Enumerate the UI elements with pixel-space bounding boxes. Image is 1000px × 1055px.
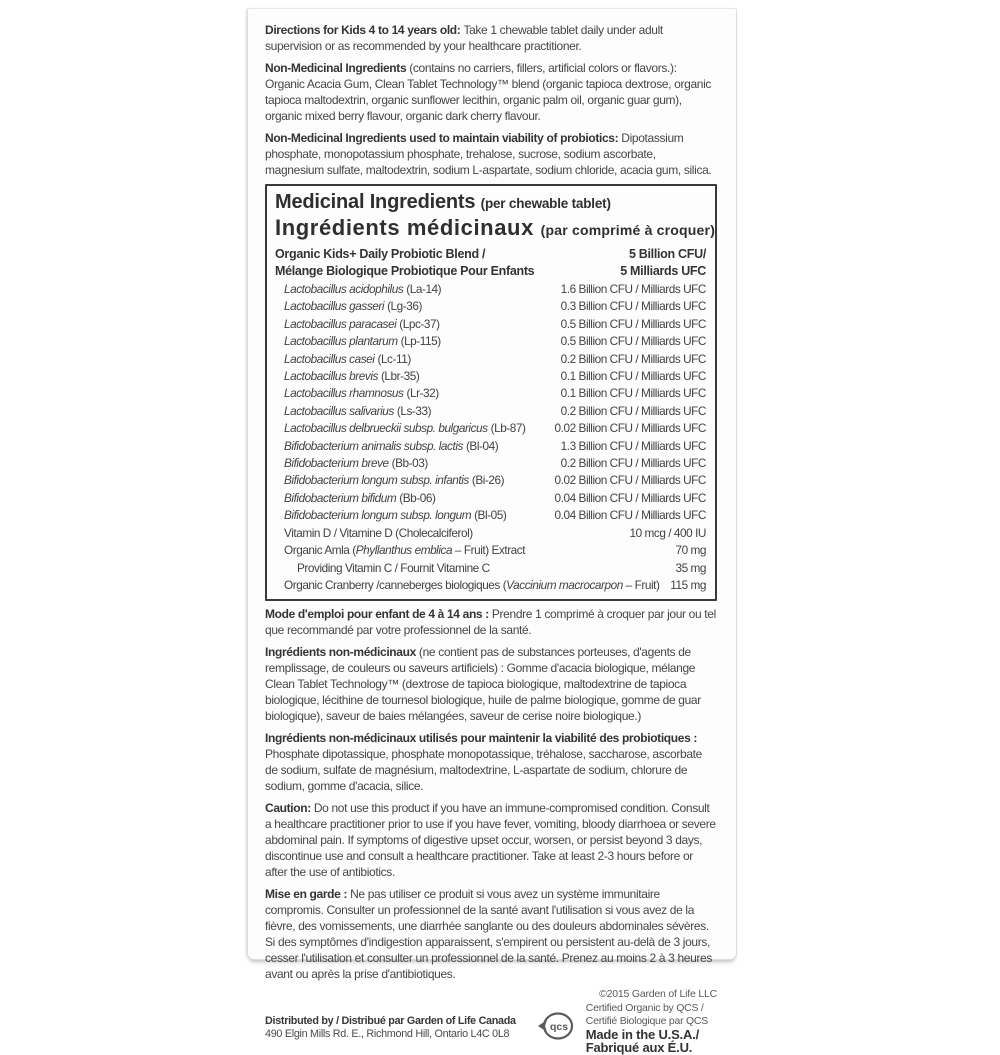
svg-text:qcs: qcs: [549, 1020, 568, 1033]
ingredient-amount: 35 mg: [675, 560, 706, 575]
viability-en-lead: Non-Medicinal Ingredients used to maintain viability of probiotics:: [265, 131, 619, 145]
strain-amount: 0.3 Billion CFU / Milliards UFC: [560, 299, 706, 314]
blend-amount-fr: 5 Milliards UFC: [620, 263, 706, 278]
directions-fr-lead: Mode d'emploi pour enfant de 4 à 14 ans :: [265, 607, 489, 622]
strain-amount: 0.1 Billion CFU / Milliards UFC: [560, 386, 706, 401]
medicinal-title-en-text: Medicinal Ingredients: [275, 191, 476, 213]
strain-row: [275, 490, 706, 507]
directions-fr-body: Prendre 1 comprimé à croquer par jour ou tel que recommandé par votre professionnel de la santé.: [265, 607, 716, 638]
qcs-logo-icon: [534, 1010, 576, 1047]
strain-name: Lactobacillus gasseri (Lg-36): [284, 299, 422, 314]
other-ingredient-list: [275, 525, 706, 595]
non-medicinal-fr-paragraph: [265, 644, 717, 724]
strain-name: Bifidobacterium longum subsp. infantis (Bi-26): [284, 473, 505, 488]
directions-en-paragraph: [265, 22, 717, 54]
caution-en-paragraph: [265, 800, 717, 880]
ingredient-name: Vitamin D / Vitamine D (Cholecalciferol): [284, 525, 473, 540]
medicinal-title-fr-note: (par comprimé à croquer): [540, 222, 716, 238]
directions-en-lead: Directions for Kids 4 to 14 years old:: [265, 23, 461, 37]
blend-amounts: [620, 246, 706, 279]
distributor-line1: Distributed by / Distribué par Garden of Life Canada: [265, 1015, 516, 1028]
blend-name-fr: Mélange Biologique Probiotique Pour Enfants: [275, 263, 535, 278]
probiotic-blend-row: [275, 246, 706, 279]
caution-fr-lead: Mise en garde :: [265, 887, 348, 902]
strain-amount: 0.2 Billion CFU / Milliards UFC: [560, 351, 706, 366]
strain-row: [275, 507, 706, 524]
certified-block: [586, 1002, 717, 1054]
non-medicinal-en-paragraph: [265, 60, 717, 124]
strain-name: Lactobacillus acidophilus (La-14): [284, 282, 442, 296]
medicinal-title-en-note: (per chewable tablet): [480, 196, 611, 211]
caution-fr-paragraph: [265, 886, 717, 982]
strain-name: Lactobacillus casei (Lc-11): [284, 351, 411, 366]
distributor-block: [265, 1015, 516, 1041]
caution-en-body: Do not use this product if you have an immune-compromised condition. Consult a healthcare practitioner prior to use if you have fever, vomiting, bloody diarrhoea or severe abdominal pain. If symptoms of digestive upset occur, worsen, or persist beyond 3 days, discontinue use and consult a healthcare practitioner. Take at least 2-3 hours before or after the use of antibiotics.: [265, 801, 716, 880]
strain-row: [275, 385, 706, 402]
ingredient-amount: 10 mcg / 400 IU: [629, 525, 706, 540]
strain-name: Bifidobacterium breve (Bb-03): [284, 456, 428, 471]
strain-row: [275, 298, 706, 315]
strain-amount: 0.5 Billion CFU / Milliards UFC: [560, 334, 706, 349]
ingredient-row: [275, 577, 706, 594]
strain-row: [275, 333, 706, 350]
strain-amount: 1.3 Billion CFU / Milliards UFC: [560, 438, 706, 453]
non-medicinal-en-body: (contains no carriers, fillers, artificial colors or flavors.): Organic Acacia Gum, Clean Tablet Technology™ blend (organic tapioca dextrose, organic tapioca maltodextrin, organic sunflower lecithin, organic palm oil, organic guar gum), organic mixed berry flavour, organic dark cherry flavour.: [265, 61, 712, 123]
blend-amount-en: 5 Billion CFU/: [628, 247, 706, 261]
non-medicinal-en-lead: Non-Medicinal Ingredients: [265, 61, 407, 75]
strain-row: [275, 281, 706, 298]
caution-fr-body: Ne pas utiliser ce produit si vous avez un système immunitaire compromis. Consulter un professionnel de la santé avant l'utilisation si vous avez de la fièvre, des vomissements, une diarrhée sanglante ou des douleurs abdominales sévères. Si des symptômes d'indigestion apparaissent, s'empirent ou persistent au-delà de 3 jours, cesser l'utilisation et consulter un professionnel de la santé. Prenez au moins 2 à 3 heures avant ou après la prise d'antibiotiques.: [265, 887, 713, 982]
viability-fr-paragraph: [265, 730, 717, 794]
strain-amount: 0.02 Billion CFU / Milliards UFC: [554, 473, 706, 488]
medicinal-title-en: [275, 191, 706, 215]
strain-row: [275, 368, 706, 385]
ingredient-amount: 115 mg: [670, 577, 706, 592]
non-medicinal-fr-body: (ne contient pas de substances porteuses, d'agents de remplissage, de couleurs ou saveurs artificiels) : Gomme d'acacia biologique, mélange Clean Tablet Technology™ (dextrose de tapioca biologique, maltodextrine de tapioca biologique, lécithine de tournesol biologique, huile de palme biologique, gomme de guar biologique), saveur de baies mélangées, saveur de cerise noire biologique.): [265, 645, 701, 724]
viability-en-body: Dipotassium phosphate, monopotassium phosphate, trehalose, sucrose, sodium ascorbate, magnesium sulfate, maltodextrin, sodium L-aspartate, sodium chloride, acacia gum, silica.: [265, 131, 712, 177]
blend-name-en: Organic Kids+ Daily Probiotic Blend /: [275, 247, 486, 261]
strain-amount: 0.04 Billion CFU / Milliards UFC: [554, 508, 706, 523]
ingredient-name: Providing Vitamin C / Fournit Vitamine C: [297, 560, 490, 575]
strain-name: Lactobacillus rhamnosus (Lr-32): [284, 386, 439, 401]
strain-row: [275, 351, 706, 368]
strain-name: Bifidobacterium animalis subsp. lactis (Bl-04): [284, 438, 499, 453]
viability-fr-lead: Ingrédients non-médicinaux utilisés pour maintenir la viabilité des probiotiques :: [265, 731, 698, 746]
blend-names: [275, 246, 534, 279]
strain-name: Lactobacillus brevis (Lbr-35): [284, 369, 420, 384]
strain-amount: 0.5 Billion CFU / Milliards UFC: [560, 316, 706, 331]
strain-name: Lactobacillus delbrueckii subsp. bulgaricus (Lb-87): [284, 421, 526, 436]
ingredient-row: [275, 525, 706, 542]
strain-list: [275, 281, 706, 525]
strain-amount: 0.2 Billion CFU / Milliards UFC: [560, 403, 706, 418]
strain-row: [275, 420, 706, 437]
strain-amount: 0.1 Billion CFU / Milliards UFC: [560, 369, 706, 384]
non-medicinal-fr-lead: Ingrédients non-médicinaux: [265, 645, 416, 660]
distributor-line2: 490 Elgin Mills Rd. E., Richmond Hill, Ontario L4C 0L8: [265, 1028, 510, 1041]
strain-row: [275, 438, 706, 455]
copyright-text: ©2015 Garden of Life LLC: [599, 988, 717, 1001]
medicinal-title-fr-text: Ingrédients médicinaux: [275, 215, 534, 240]
medicinal-ingredients-box: [265, 184, 717, 601]
ingredient-row: [275, 542, 706, 559]
made-in-line: Made in the U.S.A./ Fabriqué aux É.U.: [585, 1027, 699, 1055]
directions-fr-paragraph: [265, 606, 717, 638]
ingredient-amount: 70 mg: [675, 543, 706, 558]
ingredient-row: [275, 560, 706, 577]
strain-name: Bifidobacterium longum subsp. longum (Bl-05): [284, 508, 507, 523]
strain-amount: 0.04 Billion CFU / Milliards UFC: [554, 490, 706, 505]
viability-fr-body: Phosphate dipotassique, phosphate monopotassique, tréhalose, saccharose, ascorbate de sodium, sulfate de magnésium, maltodextrine, L-aspartate de sodium, chlorure de sodium, gomme d'acacia, silice.: [265, 747, 702, 794]
strain-row: [275, 403, 706, 420]
strain-name: Lactobacillus salivarius (Ls-33): [284, 403, 432, 418]
certified-line: Certified Organic by QCS / Certifié Biologique par QCS: [585, 1002, 708, 1028]
strain-row: [275, 316, 706, 333]
strain-amount: 1.6 Billion CFU / Milliards UFC: [560, 282, 706, 296]
strain-name: Lactobacillus paracasei (Lpc-37): [284, 316, 440, 331]
viability-en-paragraph: [265, 130, 717, 178]
medicinal-title-fr: [275, 215, 716, 243]
label-panel: [247, 8, 737, 1055]
directions-en-body: Take 1 chewable tablet daily under adult supervision or as recommended by your healthcare practitioner.: [265, 23, 663, 53]
strain-row: [275, 455, 706, 472]
strain-name: Bifidobacterium bifidum (Bb-06): [284, 490, 436, 505]
caution-en-lead: Caution:: [265, 801, 311, 816]
ingredient-name: Organic Cranberry /canneberges biologiques (Vaccinium macrocarpon – Fruit): [284, 577, 660, 592]
strain-amount: 0.2 Billion CFU / Milliards UFC: [560, 456, 706, 471]
strain-amount: 0.02 Billion CFU / Milliards UFC: [554, 421, 706, 436]
strain-row: [275, 472, 706, 489]
footer-row: [265, 1002, 717, 1054]
ingredient-name: Organic Amla (Phyllanthus emblica – Fruit) Extract: [284, 543, 526, 558]
strain-name: Lactobacillus plantarum (Lp-115): [284, 334, 441, 349]
